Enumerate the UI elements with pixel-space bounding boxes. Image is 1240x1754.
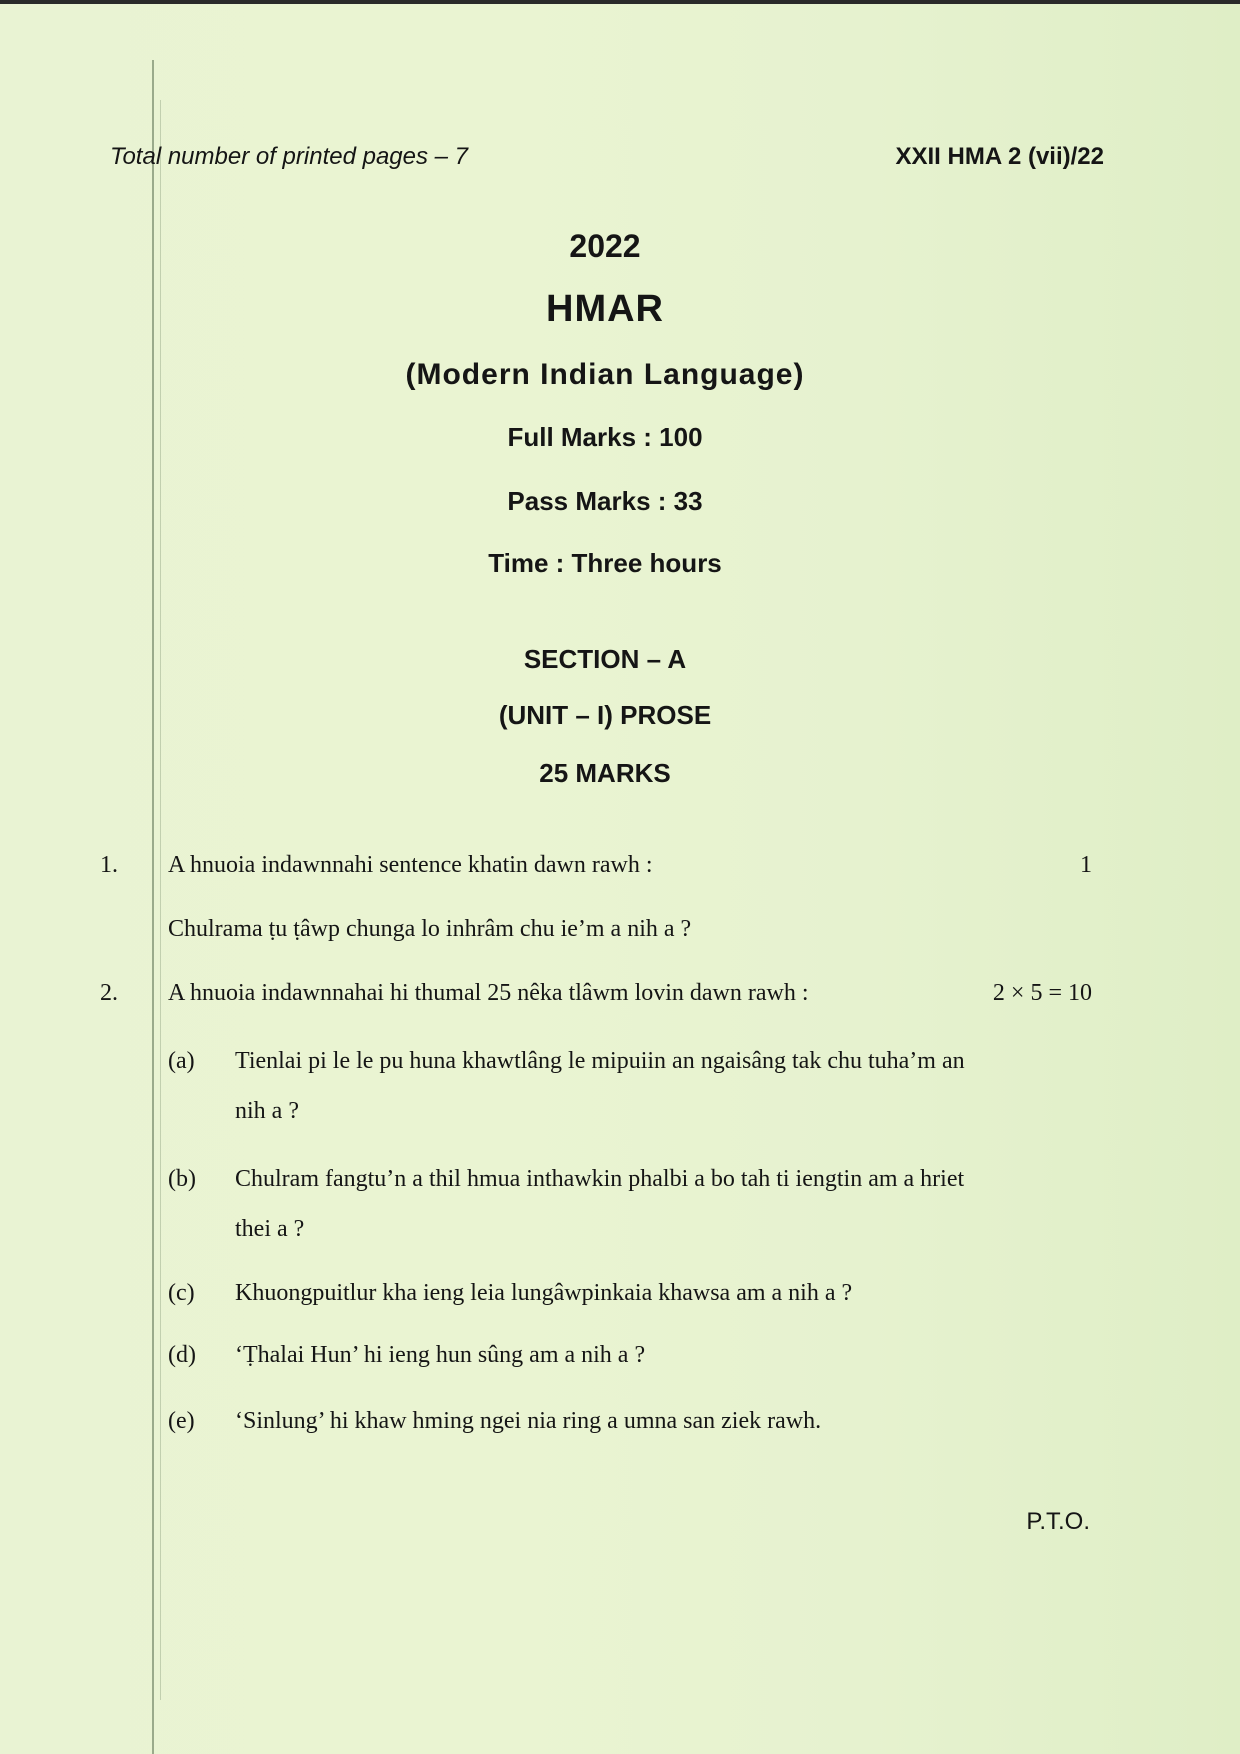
subquestion-text: Chulram fangtu’n a thil hmua inthawkin phalbi a bo tah ti iengtin am a hriet: [235, 1166, 965, 1192]
header-pages: Total number of printed pages – 7: [110, 143, 469, 170]
subquestion-label: (e): [168, 1408, 195, 1434]
question-text-line2: Chulrama ṭu ṭâwp chunga lo inhrâm chu ie’m a nih a ?: [168, 916, 692, 942]
subquestion-label: (d): [168, 1342, 196, 1368]
subquestion-text: ‘Ṭhalai Hun’ hi ieng hun sûng am a nih a ?: [235, 1342, 646, 1368]
full-marks: Full Marks : 100: [507, 422, 703, 452]
subquestion-label: (c): [168, 1280, 195, 1306]
exam-year: 2022: [569, 228, 641, 264]
margin-line-faint: [160, 100, 161, 1700]
section-heading: SECTION – A: [523, 644, 687, 674]
exam-subject: HMAR: [546, 288, 664, 330]
section-marks: 25 MARKS: [539, 758, 671, 788]
subquestion-label: (a): [168, 1048, 195, 1074]
unit-heading: (UNIT – I) PROSE: [498, 700, 712, 730]
subquestion-text-line2: thei a ?: [235, 1216, 305, 1242]
pass-marks: Pass Marks : 33: [507, 486, 703, 516]
question-number: 1.: [100, 852, 118, 878]
subquestion-text: ‘Sinlung’ hi khaw hming ngei nia ring a umna san ziek rawh.: [235, 1408, 822, 1434]
top-border: [0, 0, 1240, 4]
subquestion-text: Khuongpuitlur kha ieng leia lungâwpinkaia khawsa am a nih a ?: [235, 1280, 853, 1306]
exam-time: Time : Three hours: [488, 548, 722, 578]
question-marks: 2 × 5 = 10: [992, 980, 1092, 1006]
subquestion-text-line2: nih a ?: [235, 1098, 299, 1124]
subquestion-label: (b): [168, 1166, 196, 1192]
subquestion-text: Tienlai pi le le pu huna khawtlâng le mipuiin an ngaisâng tak chu tuha’m an: [235, 1048, 965, 1074]
header-code: XXII HMA 2 (vii)/22: [895, 143, 1104, 170]
page-turn-over: P.T.O.: [1026, 1508, 1090, 1535]
question-text: A hnuoia indawnnahai hi thumal 25 nêka tlâwm lovin dawn rawh :: [168, 980, 809, 1006]
question-marks: 1: [1080, 852, 1092, 878]
exam-subtitle: (Modern Indian Language): [405, 358, 805, 391]
question-number: 2.: [100, 980, 118, 1006]
question-text: A hnuoia indawnnahi sentence khatin dawn rawh :: [168, 852, 653, 878]
